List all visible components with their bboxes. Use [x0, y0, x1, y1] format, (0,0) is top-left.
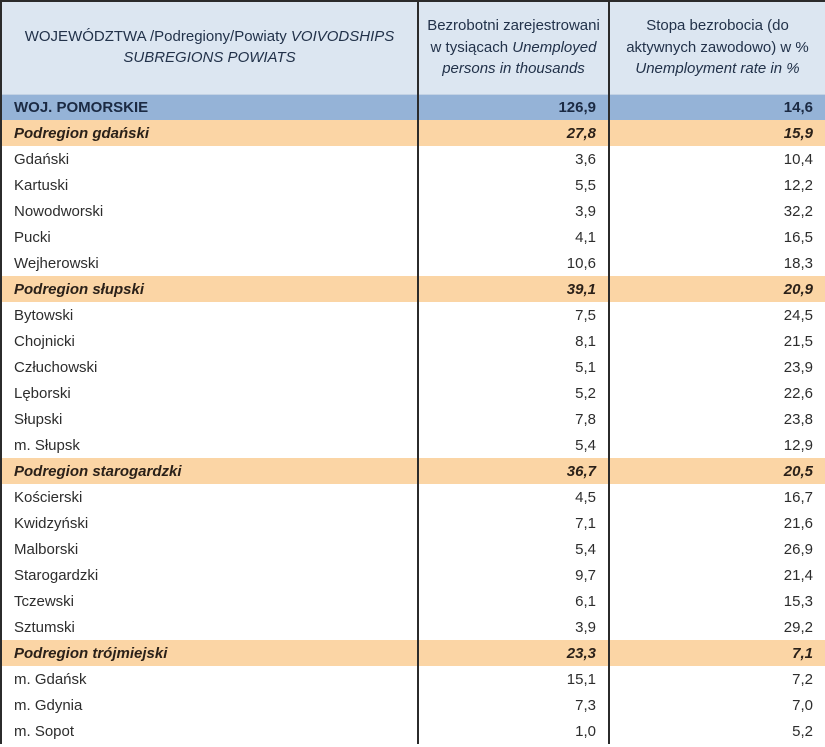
cell-region-name: m. Sopot [1, 718, 418, 744]
table-row [1, 224, 825, 250]
cell-unemployed-thousands: 6,1 [418, 588, 609, 614]
header-row [1, 1, 825, 94]
table-row [1, 666, 825, 692]
cell-unemployed-thousands: 8,1 [418, 328, 609, 354]
cell-unemployed-thousands: 27,8 [418, 120, 609, 146]
cell-unemployment-rate: 21,6 [609, 510, 825, 536]
cell-region-name: Człuchowski [1, 354, 418, 380]
table-row [1, 536, 825, 562]
table-row [1, 562, 825, 588]
table-row [1, 172, 825, 198]
cell-region-name: m. Gdynia [1, 692, 418, 718]
cell-unemployed-thousands: 5,2 [418, 380, 609, 406]
table-body [1, 94, 825, 744]
cell-unemployment-rate: 15,3 [609, 588, 825, 614]
cell-unemployed-thousands: 10,6 [418, 250, 609, 276]
cell-unemployment-rate: 12,2 [609, 172, 825, 198]
cell-unemployed-thousands: 23,3 [418, 640, 609, 666]
table-row [1, 328, 825, 354]
cell-region-name: Bytowski [1, 302, 418, 328]
cell-region-name: Tczewski [1, 588, 418, 614]
cell-region-name: m. Słupsk [1, 432, 418, 458]
column-header-name-english: VOIVODSHIPS SUBREGIONS POWIATS [123, 27, 395, 67]
column-header-rate [609, 1, 825, 94]
cell-region-name: Pucki [1, 224, 418, 250]
cell-unemployment-rate: 14,6 [609, 94, 825, 120]
table-row [1, 120, 825, 146]
column-header-unemployed [418, 1, 609, 94]
table-row [1, 692, 825, 718]
cell-unemployment-rate: 20,5 [609, 458, 825, 484]
cell-unemployed-thousands: 3,9 [418, 198, 609, 224]
cell-region-name: Kartuski [1, 172, 418, 198]
cell-unemployed-thousands: 3,6 [418, 146, 609, 172]
table-row [1, 380, 825, 406]
cell-unemployed-thousands: 5,4 [418, 536, 609, 562]
column-header-unemployed-english: Unemployed persons in thousands [442, 38, 597, 77]
cell-region-name: Nowodworski [1, 198, 418, 224]
table-row [1, 432, 825, 458]
table-row [1, 406, 825, 432]
cell-region-name: Słupski [1, 406, 418, 432]
cell-region-name: Podregion starogardzki [1, 458, 418, 484]
cell-unemployed-thousands: 7,5 [418, 302, 609, 328]
cell-unemployment-rate: 15,9 [609, 120, 825, 146]
table-row [1, 354, 825, 380]
table-row [1, 198, 825, 224]
cell-unemployment-rate: 20,9 [609, 276, 825, 302]
cell-unemployed-thousands: 39,1 [418, 276, 609, 302]
cell-unemployed-thousands: 36,7 [418, 458, 609, 484]
table-header [1, 1, 825, 94]
cell-unemployment-rate: 12,9 [609, 432, 825, 458]
cell-region-name: Kwidzyński [1, 510, 418, 536]
table-row [1, 510, 825, 536]
cell-region-name: Starogardzki [1, 562, 418, 588]
cell-unemployed-thousands: 126,9 [418, 94, 609, 120]
cell-region-name: Podregion trójmiejski [1, 640, 418, 666]
cell-unemployment-rate: 5,2 [609, 718, 825, 744]
cell-unemployment-rate: 7,1 [609, 640, 825, 666]
cell-unemployment-rate: 32,2 [609, 198, 825, 224]
column-header-rate-polish: Stopa bezrobocia (do aktywnych zawodowo) w % [626, 17, 809, 56]
cell-region-name: Lęborski [1, 380, 418, 406]
table-row [1, 588, 825, 614]
cell-region-name: m. Gdańsk [1, 666, 418, 692]
table-row [1, 718, 825, 744]
cell-unemployment-rate: 21,5 [609, 328, 825, 354]
cell-region-name: Gdański [1, 146, 418, 172]
cell-region-name: Podregion gdański [1, 120, 418, 146]
cell-unemployment-rate: 7,2 [609, 666, 825, 692]
cell-unemployment-rate: 21,4 [609, 562, 825, 588]
column-header-unemployed-polish: Bezrobotni zarejestrowani w tysiącach [427, 17, 600, 56]
cell-region-name: Chojnicki [1, 328, 418, 354]
cell-unemployed-thousands: 7,3 [418, 692, 609, 718]
cell-unemployment-rate: 16,7 [609, 484, 825, 510]
table-row [1, 250, 825, 276]
cell-unemployed-thousands: 7,8 [418, 406, 609, 432]
cell-unemployment-rate: 26,9 [609, 536, 825, 562]
cell-unemployed-thousands: 5,1 [418, 354, 609, 380]
cell-region-name: Sztumski [1, 614, 418, 640]
table-row [1, 146, 825, 172]
cell-unemployed-thousands: 5,5 [418, 172, 609, 198]
cell-unemployment-rate: 22,6 [609, 380, 825, 406]
cell-unemployed-thousands: 7,1 [418, 510, 609, 536]
cell-unemployed-thousands: 4,1 [418, 224, 609, 250]
table-row [1, 302, 825, 328]
cell-unemployment-rate: 16,5 [609, 224, 825, 250]
cell-unemployment-rate: 18,3 [609, 250, 825, 276]
cell-region-name: Malborski [1, 536, 418, 562]
table-row [1, 458, 825, 484]
cell-unemployed-thousands: 4,5 [418, 484, 609, 510]
cell-unemployed-thousands: 15,1 [418, 666, 609, 692]
column-header-name [1, 1, 418, 94]
table-row [1, 614, 825, 640]
table-row [1, 276, 825, 302]
column-header-rate-english: Unemployment rate in % [635, 59, 800, 77]
cell-unemployed-thousands: 3,9 [418, 614, 609, 640]
cell-unemployment-rate: 23,9 [609, 354, 825, 380]
cell-region-name: WOJ. POMORSKIE [1, 94, 418, 120]
cell-region-name: Wejherowski [1, 250, 418, 276]
cell-unemployment-rate: 7,0 [609, 692, 825, 718]
cell-unemployed-thousands: 5,4 [418, 432, 609, 458]
table-row [1, 484, 825, 510]
table-row [1, 640, 825, 666]
cell-unemployment-rate: 29,2 [609, 614, 825, 640]
cell-unemployment-rate: 24,5 [609, 302, 825, 328]
table-row [1, 94, 825, 120]
cell-region-name: Podregion słupski [1, 276, 418, 302]
column-header-name-polish: WOJEWÓDZTWA /Podregiony/Powiaty [24, 27, 291, 45]
cell-unemployment-rate: 10,4 [609, 146, 825, 172]
cell-unemployed-thousands: 9,7 [418, 562, 609, 588]
cell-unemployment-rate: 23,8 [609, 406, 825, 432]
cell-region-name: Kościerski [1, 484, 418, 510]
cell-unemployed-thousands: 1,0 [418, 718, 609, 744]
